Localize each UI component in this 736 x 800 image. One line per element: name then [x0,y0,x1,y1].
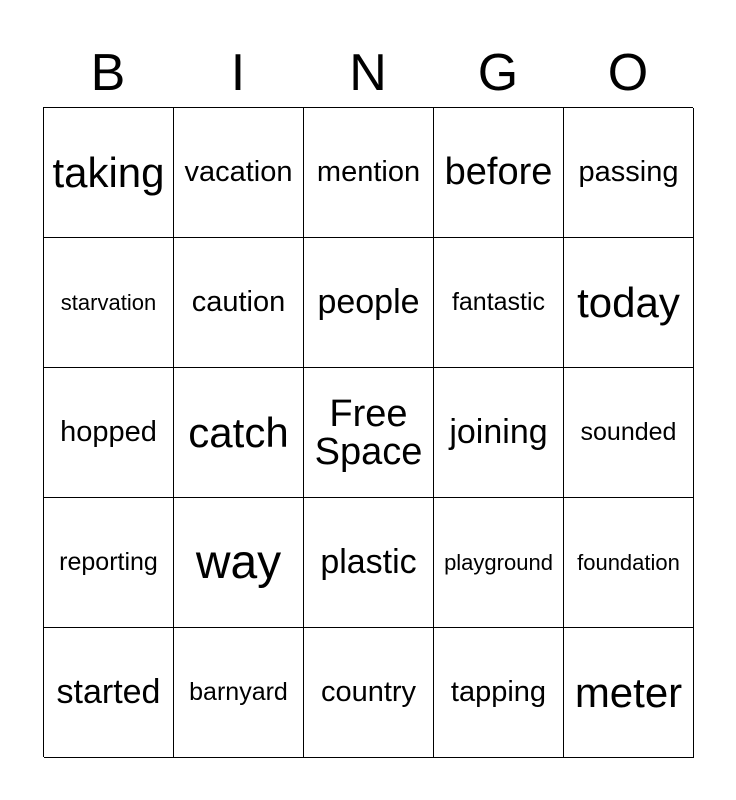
header-letter-n: N [349,44,387,102]
bingo-cell-r5c1[interactable] [44,628,174,758]
cell-word: started [56,673,161,711]
bingo-cell-r3c2[interactable] [174,368,304,498]
bingo-cell-r2c1[interactable] [44,238,174,368]
cell-word: country [320,676,417,708]
header-letter-i: I [230,44,246,102]
cell-word: starvation [60,289,157,315]
cell-word: before [444,151,553,193]
free-space-label [314,392,423,473]
bingo-cell-r5c2[interactable] [174,628,304,758]
bingo-cell-r2c3[interactable] [304,238,434,368]
bingo-cell-r4c1[interactable] [44,498,174,628]
cell-word: barnyard [189,678,288,706]
bingo-cell-r4c4[interactable] [434,498,564,628]
cell-word: vacation [184,156,293,188]
cell-word: plastic [320,543,417,581]
bingo-header [43,40,693,106]
bingo-cell-r4c2[interactable] [174,498,304,628]
bingo-cell-r4c3[interactable] [304,498,434,628]
header-letter-o: O [607,44,649,102]
cell-word: way [195,536,282,589]
free-space-cell[interactable] [304,368,434,498]
cell-word: catch [188,408,289,456]
bingo-cell-r1c4[interactable] [434,108,564,238]
bingo-cell-r1c5[interactable] [564,108,694,238]
free-space-line2: Space [314,430,423,473]
header-letter-b: B [90,44,126,102]
cell-word: joining [449,413,548,451]
bingo-cell-r1c1[interactable] [44,108,174,238]
cell-word: sounded [580,418,677,446]
bingo-board [43,107,693,757]
cell-word: tapping [450,676,547,708]
bingo-cell-r3c4[interactable] [434,368,564,498]
bingo-cell-r5c3[interactable] [304,628,434,758]
bingo-cell-r2c4[interactable] [434,238,564,368]
cell-word: fantastic [451,288,546,316]
bingo-cell-r2c5[interactable] [564,238,694,368]
bingo-cell-r3c5[interactable] [564,368,694,498]
cell-word: foundation [577,549,680,575]
bingo-cell-r4c5[interactable] [564,498,694,628]
cell-word: meter [574,668,683,716]
cell-word: people [317,283,420,321]
bingo-cell-r5c4[interactable] [434,628,564,758]
cell-word: hopped [60,416,157,448]
cell-word: taking [52,148,165,196]
bingo-cell-r3c1[interactable] [44,368,174,498]
bingo-cell-r1c2[interactable] [174,108,304,238]
cell-word: passing [578,156,679,188]
cell-word: caution [191,286,286,318]
bingo-cell-r5c5[interactable] [564,628,694,758]
bingo-cell-r1c3[interactable] [304,108,434,238]
cell-word: playground [444,549,553,575]
header-letter-g: G [477,44,519,102]
free-space-line1: Free [329,392,408,435]
cell-word: reporting [59,548,158,576]
bingo-cell-r2c2[interactable] [174,238,304,368]
cell-word: today [577,278,680,326]
cell-word: mention [316,156,421,188]
